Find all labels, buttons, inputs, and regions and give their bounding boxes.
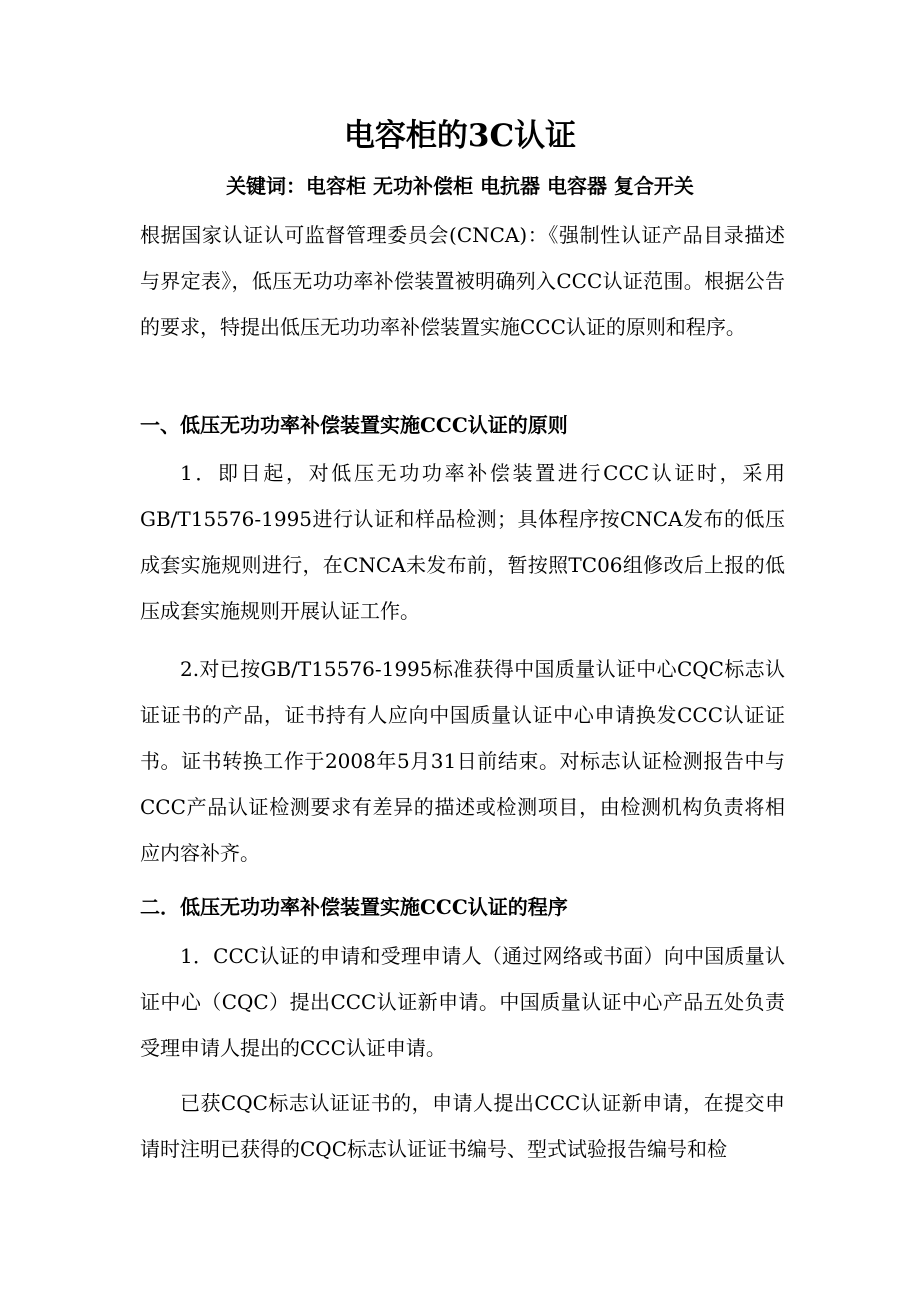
- section2-heading: 二．低压无功功率补偿装置实施CCC认证的程序: [140, 895, 568, 919]
- section1-paragraph-2: 2.对已按GB/T15576-1995标准获得中国质量认证中心CQC标志认证证书的产品，证书持有人应向中国质量认证中心申请换发CCC认证证书。证书转换工作于2008年5月31日前结束。对标志认证检测报告中与CCC产品认证检测要求有差异的描述或检测项目，由检测机构负责将相应内容补齐。: [140, 657, 785, 865]
- section1-paragraph-1: 1．即日起，对低压无功功率补偿装置进行CCC认证时，采用GB/T15576-1995进行认证和样品检测；具体程序按CNCA发布的低压成套实施规则进行，在CNCA未发布前，暂按照TC06组修改后上报的低压成套实施规则开展认证工作。: [140, 461, 785, 623]
- section2-paragraph-2: 已获CQC标志认证证书的，申请人提出CCC认证新申请，在提交申请时注明已获得的CQC标志认证证书编号、型式试验报告编号和检: [140, 1091, 785, 1161]
- page-title: 电容柜的3C认证: [343, 118, 577, 154]
- keywords-line: 关键词：电容柜 无功补偿柜 电抗器 电容器 复合开关: [226, 174, 694, 198]
- section2-paragraph-1: 1．CCC认证的申请和受理申请人（通过网络或书面）向中国质量认证中心（CQC）提出CCC认证新申请。中国质量认证中心产品五处负责受理申请人提出的CCC认证申请。: [140, 944, 785, 1060]
- section1-heading: 一、低压无功功率补偿装置实施CCC认证的原则: [140, 413, 568, 437]
- intro-paragraph: 根据国家认证认可监督管理委员会(CNCA)：《强制性认证产品目录描述与界定表》，低压无功功率补偿装置被明确列入CCC认证范围。根据公告的要求，特提出低压无功功率补偿装置实施CCC认证的原则和程序。: [140, 223, 785, 339]
